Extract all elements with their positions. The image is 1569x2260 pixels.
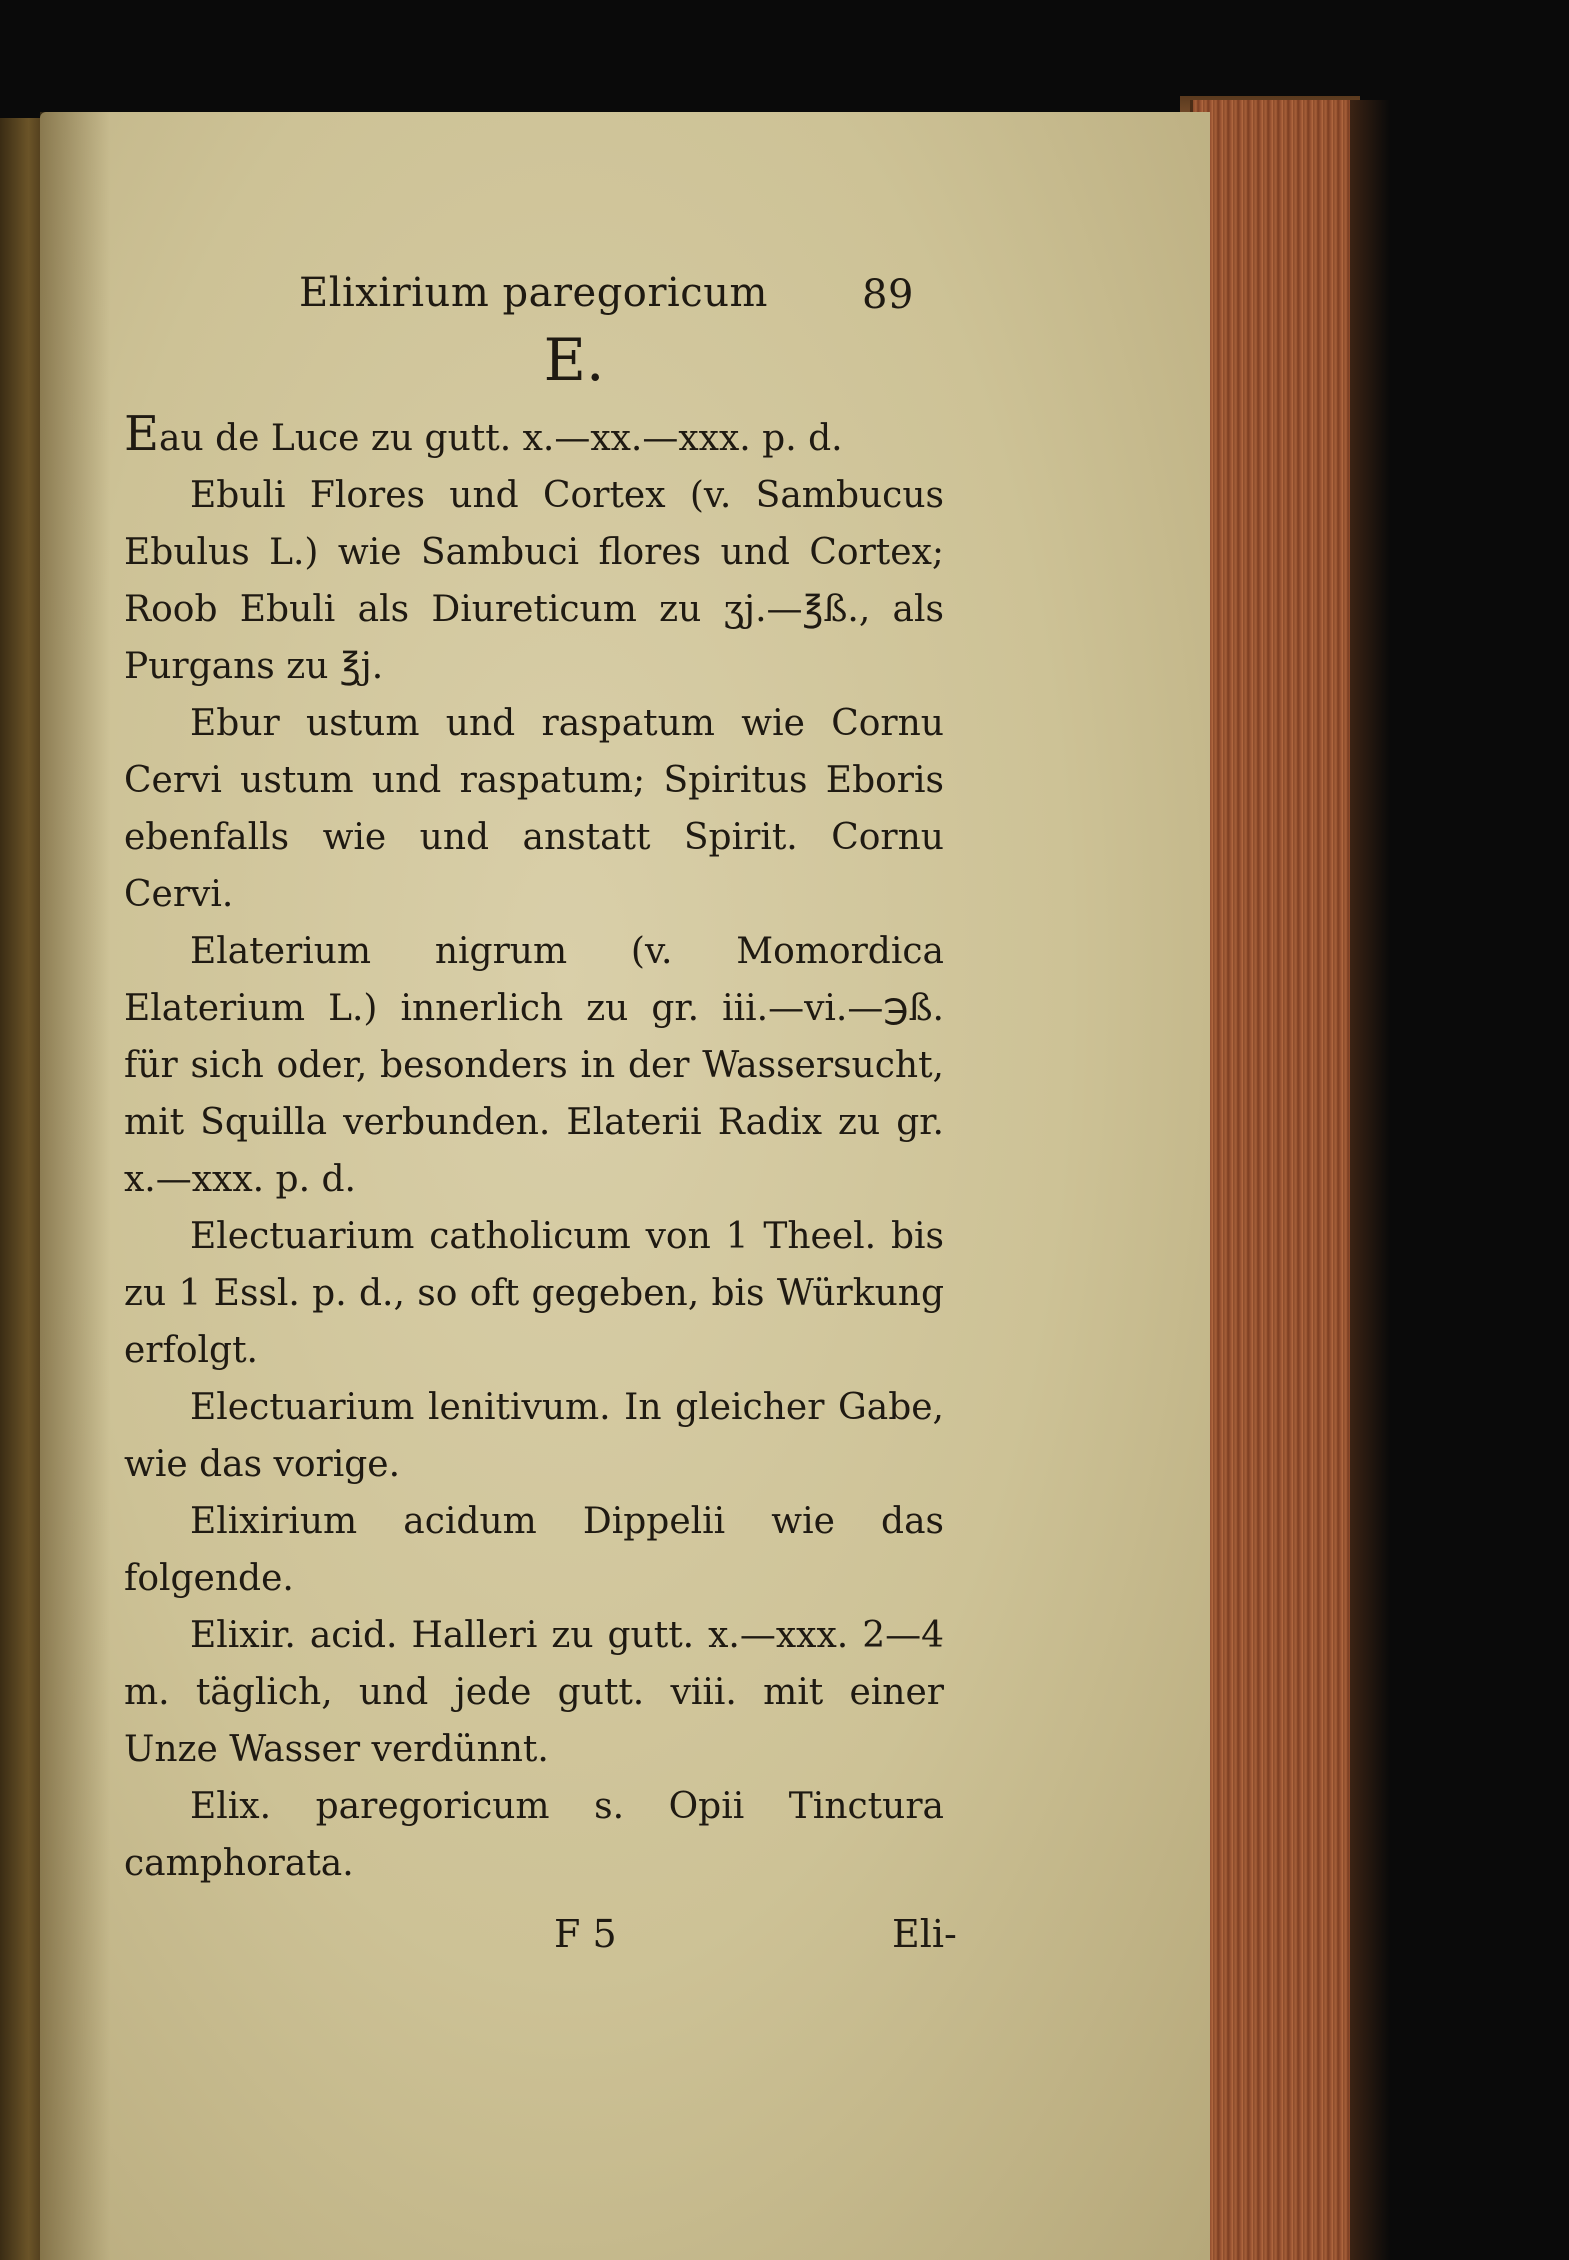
entry-elaterium: Elaterium nigrum (v. Momordica Elaterium L.) innerlich zu gr. iii.—vi.—℈ß. für sich oder, besonders in der Wassersucht, mit Squilla verbunden. Elaterii Radix zu gr. x.—xxx. p. d. — [124, 931, 944, 1200]
entry-elix-paregoricum: Elix. paregoricum s. Opii Tinctura camphorata. — [124, 1786, 944, 1884]
catchword: Eli- — [892, 1912, 957, 1956]
page-stack-fore-edge — [1190, 100, 1353, 2260]
entry-elixirium-acidum: Elixirium acidum Dippelii wie das folgende. — [124, 1501, 944, 1599]
initial-letter: E — [124, 406, 160, 462]
page-number: 89 — [862, 272, 914, 318]
section-letter: E. — [543, 326, 605, 394]
entry-electuarium-catholicum: Electuarium catholicum von 1 Theel. bis zu 1 Essl. p. d., so oft gegeben, bis Würkung erfolgt. — [124, 1216, 944, 1371]
entry-elixir-halleri: Elixir. acid. Halleri zu gutt. x.—xxx. 2—4 m. täglich, und jede gutt. viii. mit einer Unze Wasser verdünnt. — [124, 1615, 944, 1770]
page-header — [124, 250, 944, 320]
signature-mark: F 5 — [554, 1912, 617, 1956]
page-footer — [124, 1912, 957, 1972]
entry-text: au de Luce zu gutt. x.—xx.—xxx. p. d. — [159, 418, 843, 459]
running-title: Elixirium paregoricum — [299, 270, 768, 316]
entry-ebuli: Ebuli Flores und Cortex (v. Sambucus Ebulus L.) wie Sambuci flores und Cortex; Roob Ebuli als Diureticum zu ʒj.—℥ß., als Purgans zu ℥j. — [124, 475, 944, 687]
entry-eau-de-luce — [124, 406, 944, 467]
page-text — [124, 250, 957, 1972]
entry-ebur: Ebur ustum und raspatum wie Cornu Cervi ustum und raspatum; Spiritus Eboris ebenfalls wie und anstatt Spirit. Cornu Cervi. — [124, 703, 944, 915]
cover-board-shadow — [1350, 100, 1390, 2260]
entry-electuarium-lenitivum: Electuarium lenitivum. In gleicher Gabe, wie das vorige. — [124, 1387, 944, 1485]
